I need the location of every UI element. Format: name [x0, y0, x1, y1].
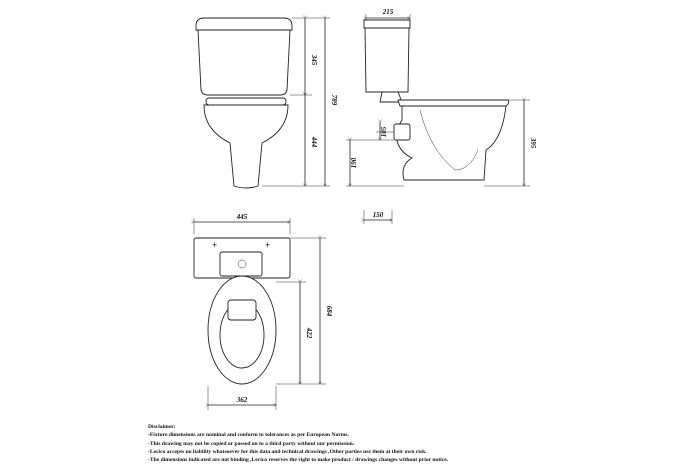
dim-plan-length: 684 — [325, 305, 333, 317]
disclaimer-line: -The dimensions indicated are not binding ,Lecico reserves the right to make product / drawings changes without prior notice. — [148, 457, 449, 464]
dim-side-projection: 150 — [372, 211, 384, 219]
disclaimer-title: Disclaimer: — [148, 424, 176, 430]
front-cistern — [198, 30, 290, 95]
dim-plan-bowl-width: 362 — [236, 396, 248, 404]
plan-fixing-mark-left: + — [212, 240, 218, 250]
dim-plan-pan-length: 422 — [305, 327, 313, 339]
side-seat — [398, 100, 509, 106]
disclaimer-line: -Fixture dimensions are nominal and conform to tolerances as per European Norms. — [148, 432, 349, 439]
dim-side-tank-depth: 215 — [382, 8, 394, 16]
plan-flush-plate — [220, 252, 262, 276]
disclaimer-line: -Lecico accepts no liability whatsoever for this data and technical drawings ,Other parties use them at their own risk. — [148, 448, 427, 455]
side-bowl — [396, 106, 506, 180]
dim-plan-width: 445 — [236, 213, 248, 221]
dim-side-outlet-height: 190 — [350, 157, 358, 169]
dim-side-outlet-offset: 105 — [380, 126, 388, 138]
front-view — [196, 18, 338, 188]
plan-view — [194, 213, 333, 410]
dim-front-pan-height: 444 — [310, 136, 318, 148]
front-seat — [206, 98, 286, 105]
plan-fixing-mark-right: + — [265, 240, 271, 250]
dim-front-tank-height: 345 — [310, 54, 318, 66]
dim-side-seat-height: 395 — [529, 137, 537, 149]
side-cistern-lid — [364, 20, 410, 28]
disclaimer-line: -This drawing may not be copied or passed on to a third party without our permission. — [148, 440, 355, 447]
disclaimer — [148, 423, 668, 464]
front-cistern-lid — [196, 18, 292, 30]
side-view — [346, 8, 537, 224]
side-outlet — [394, 124, 410, 140]
dim-front-total-height: 789 — [330, 94, 338, 106]
side-cistern — [365, 28, 409, 92]
front-bowl — [204, 105, 288, 188]
